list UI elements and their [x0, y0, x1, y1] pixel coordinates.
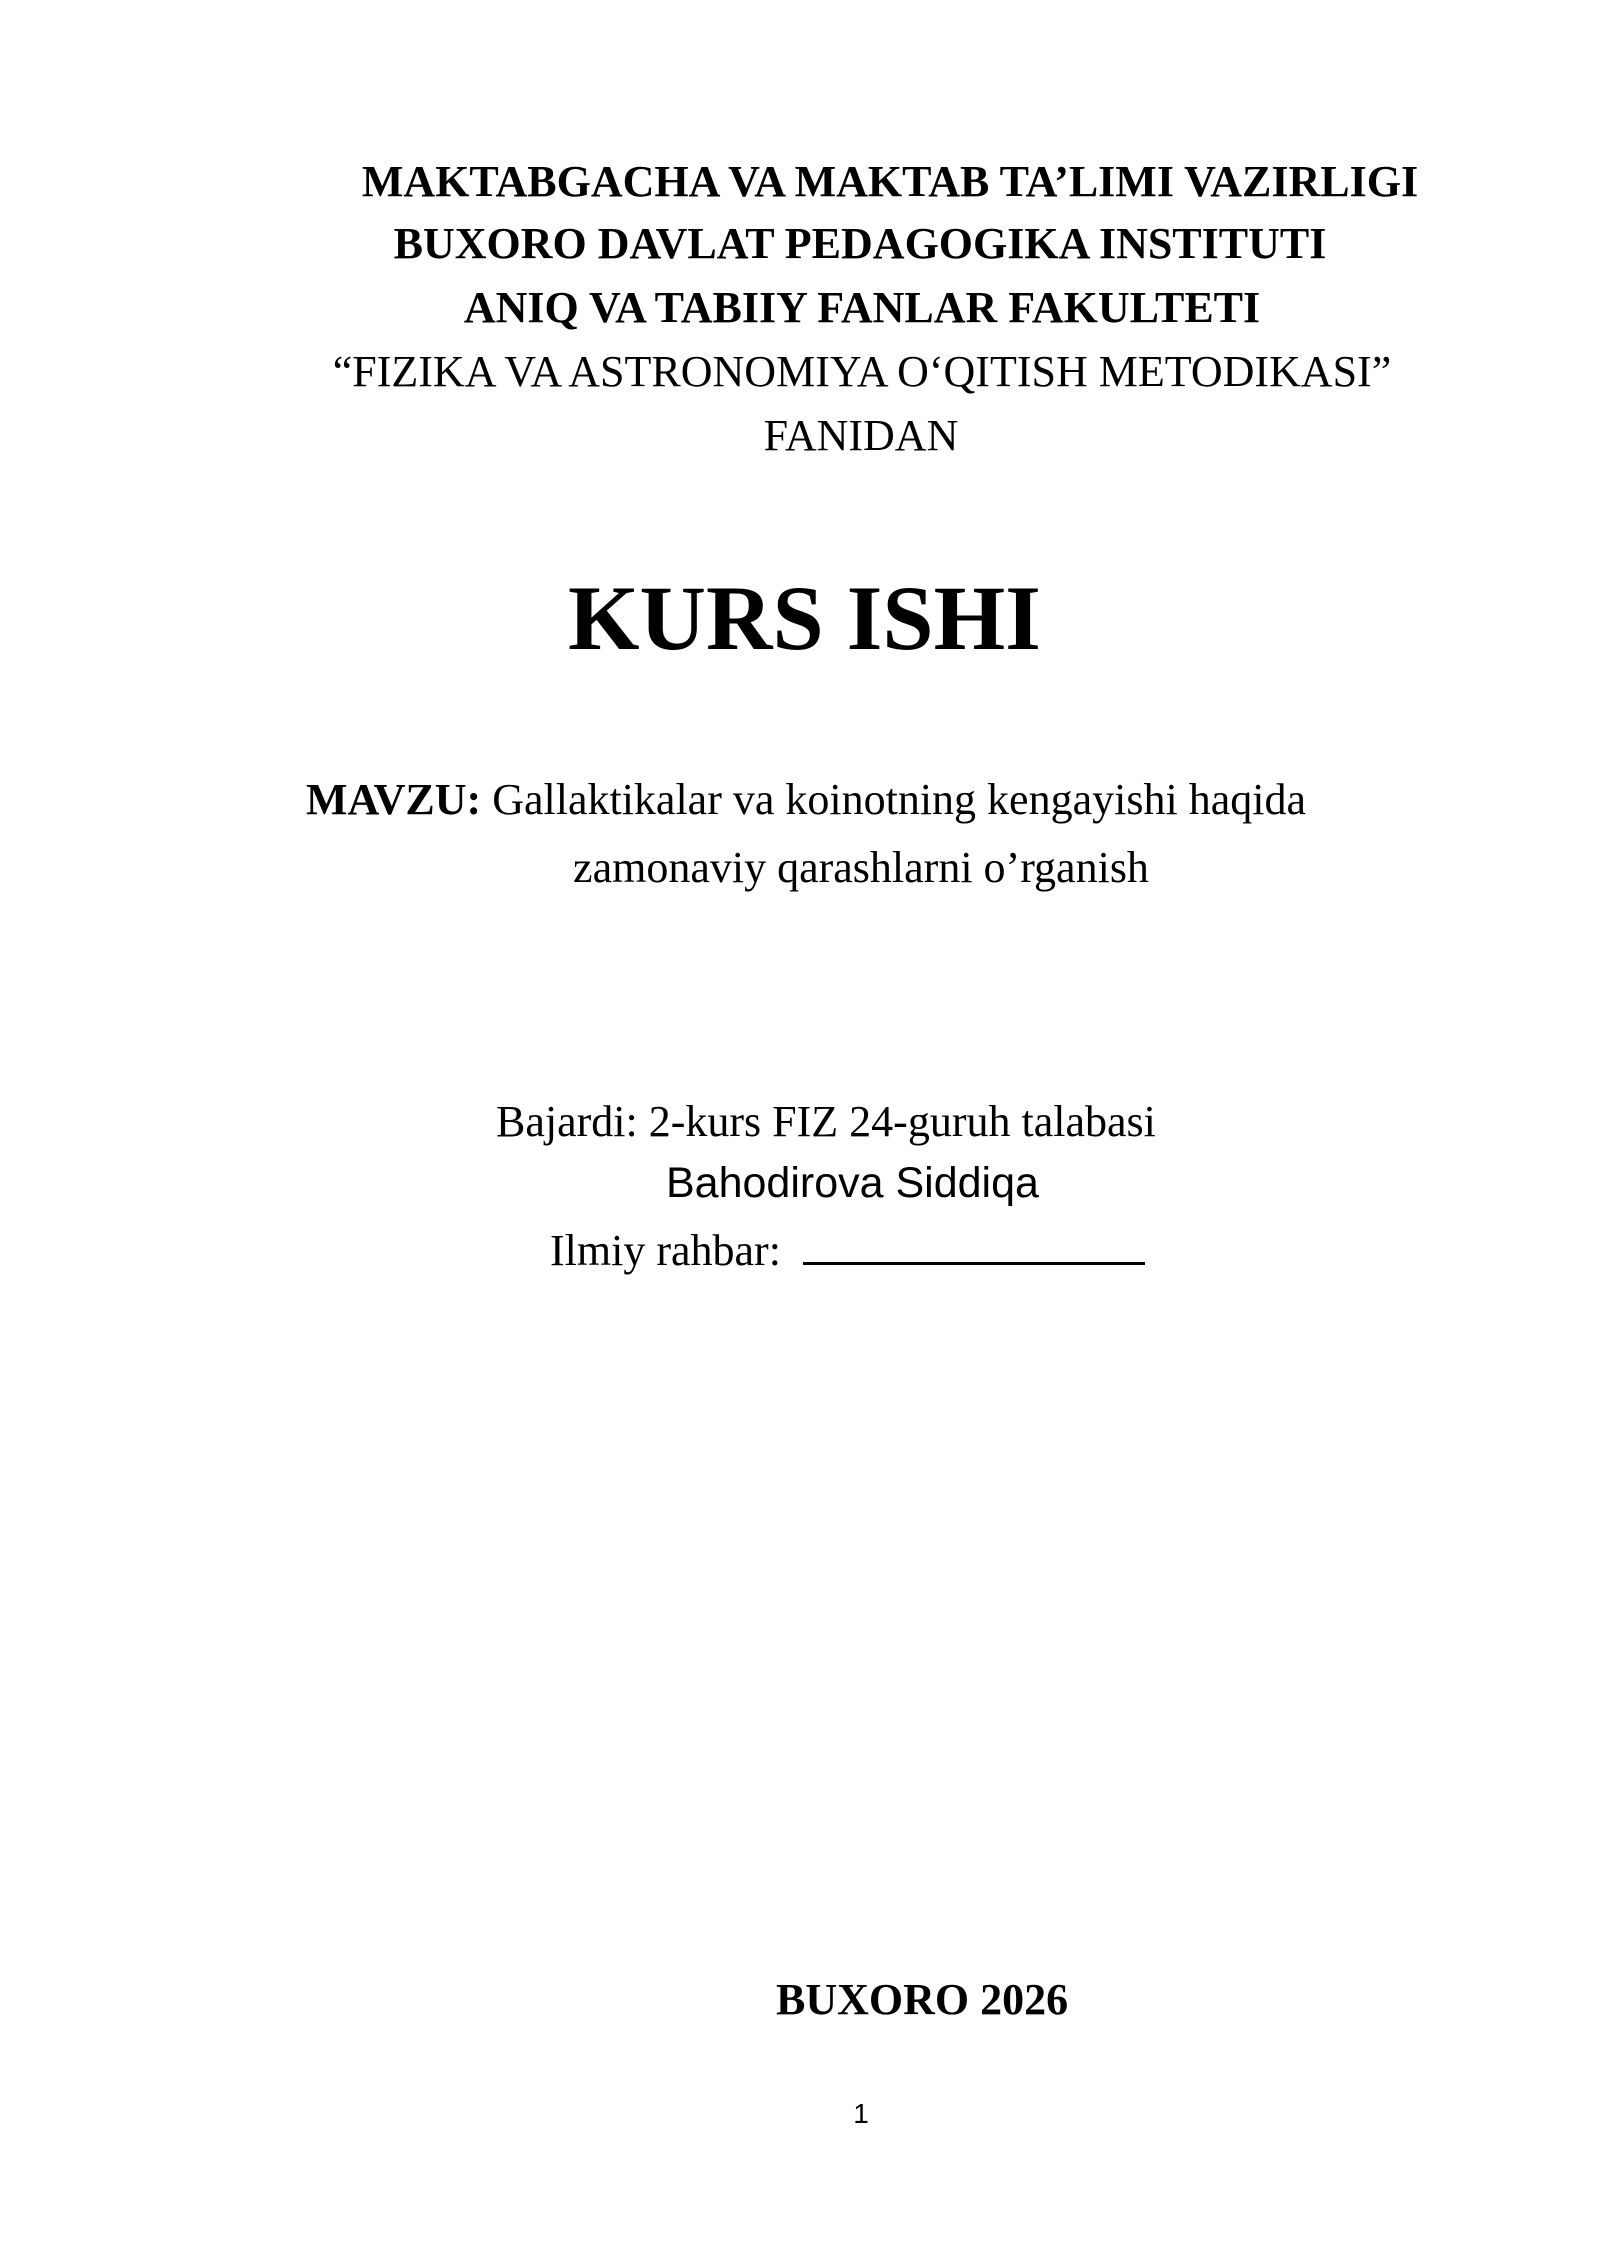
performed-by: Bajardi: 2-kurs FIZ 24-guruh talabasi: [496, 1097, 1156, 1146]
supervisor-line: [550, 1226, 1350, 1273]
city-year: BUXORO 2026: [776, 1975, 1069, 2024]
supervisor-label: Ilmiy rahbar:: [550, 1226, 781, 1275]
faculty-heading: ANIQ VA TABIIY FANLAR FAKULTETI: [463, 283, 1261, 332]
topic-line-2: zamonaviy qarashlarni o’rganish: [573, 843, 1149, 892]
signature-blank: [803, 1226, 1145, 1265]
topic-label: MAVZU:: [306, 775, 482, 824]
institute-heading: BUXORO DAVLAT PEDAGOGIKA INSTITUTI: [393, 219, 1327, 268]
subject-suffix: FANIDAN: [763, 411, 959, 460]
student-name: Bahodirova Siddiqa: [666, 1159, 1039, 1207]
subject-heading: “FIZIKA VA ASTRONOMIYA O‘QITISH METODIKASI”: [332, 347, 1392, 396]
ministry-heading: MAKTABGACHA VA MAKTAB TA’LIMI VAZIRLIGI: [361, 157, 1419, 206]
page-number: 1: [853, 2098, 869, 2129]
topic-text-1: Gallaktikalar va koinotning kengayishi haqida: [481, 775, 1306, 824]
document-title: KURS ISHI: [568, 567, 1041, 669]
topic-line-1: [306, 775, 1486, 824]
